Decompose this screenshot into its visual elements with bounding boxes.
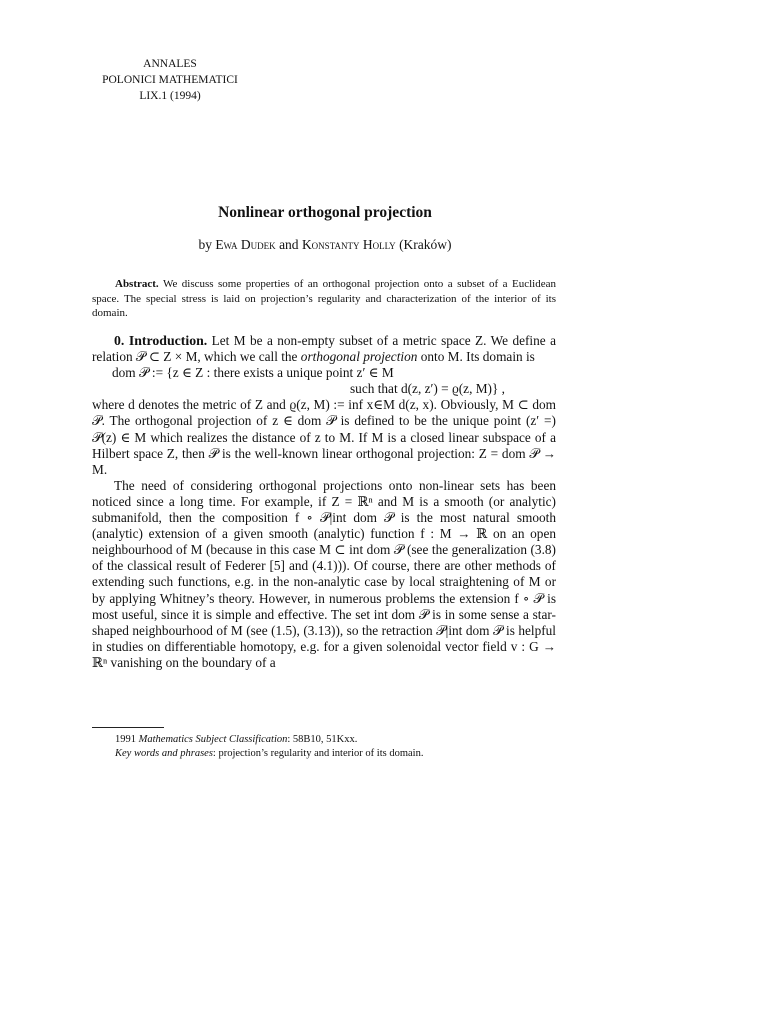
journal-name-line1: ANNALES — [143, 58, 197, 70]
byline — [0, 237, 650, 253]
footnote-keywords — [115, 747, 565, 761]
paper-title: Nonlinear orthogonal projection — [218, 204, 432, 221]
footnote-msc — [115, 733, 565, 747]
journal-volume: LIX.1 (1994) — [139, 90, 201, 102]
section-heading: 0. Introduction. — [114, 333, 208, 348]
msc-year: 1991 — [115, 734, 139, 745]
footnote-rule — [92, 727, 164, 728]
paragraph-1: where d denotes the metric of Z and ϱ(z, M) := inf x∈M d(z, x). Obviously, M ⊂ dom 𝒫. The orthogonal projection of z ∈ dom 𝒫 is defined to be the unique point (z′ =) 𝒫(z) ∈ M which realizes the distance of z to M. If M is a closed linear subspace of a Hilbert space Z, then 𝒫 is the well-known linear orthogonal projection: Z = dom 𝒫 → M. — [92, 397, 556, 477]
msc-value: : 58B10, 51Kxx. — [287, 734, 358, 745]
intro-text-a: Let M be a non-empty subset of a metric space Z. We define a relation 𝒫 ⊂ Z × M, which we call the — [92, 333, 556, 365]
byline-and: and — [275, 237, 302, 252]
display-equation-line2: such that d(z, z′) = ϱ(z, M)} , — [350, 381, 505, 397]
abstract-text: We discuss some properties of an orthogonal projection onto a subset of a Euclidean space. The special stress is laid on projection’s regularity and characterization of the interior of its domain. — [92, 278, 556, 320]
journal-header — [92, 56, 248, 104]
footnotes — [115, 733, 565, 761]
abstract — [92, 277, 556, 321]
paragraph-2: The need of considering orthogonal projections onto non-linear sets has been noticed since a long time. For example, if Z = ℝⁿ and M is a smooth (or analytic) submanifold, then the composition f ∘ 𝒫|int dom 𝒫 is the most natural smooth (analytic) extension of a given smooth (analytic) function f : M → ℝ on an open neighbourhood of M (because in this case M ⊂ int dom 𝒫 (see the generalization (3.8) of the classical result of Federer [5] and (4.1))). Of course, there are other methods of extending such functions, e.g. in the non-analytic case by local straightening of M or by applying Whitney’s theory. However, in numerous problems the extension f ∘ 𝒫 is most useful, since it is simple and effective. The set int dom 𝒫 is in some sense a star-shaped neighbourhood of M (see (1.5), (3.13)), so the retraction 𝒫|int dom 𝒫 is helpful in studies on differentiable homotopy, e.g. for a given solenoidal vector field v : G → ℝⁿ vanishing on the boundary of a — [92, 477, 556, 670]
author-location: (Kraków) — [395, 237, 452, 252]
msc-label: Mathematics Subject Classification — [138, 734, 288, 745]
intro-text-b: onto M. Its domain is — [417, 349, 535, 365]
intro-emphasis: orthogonal projection — [300, 349, 418, 365]
keywords-value: : projection’s regularity and interior of its domain. — [212, 748, 424, 759]
keywords-label: Key words and phrases — [115, 748, 213, 759]
body-text — [92, 333, 556, 671]
journal-name-line2: POLONICI MATHEMATICI — [102, 74, 238, 86]
intro-paragraph — [92, 333, 556, 365]
author-1: Ewa Dudek — [215, 237, 276, 252]
author-2: Konstanty Holly — [301, 237, 396, 252]
display-equation-line1: dom 𝒫 := {z ∈ Z : there exists a unique point z′ ∈ M — [112, 365, 394, 381]
byline-by: by — [198, 237, 216, 252]
abstract-label: Abstract. — [115, 278, 159, 290]
